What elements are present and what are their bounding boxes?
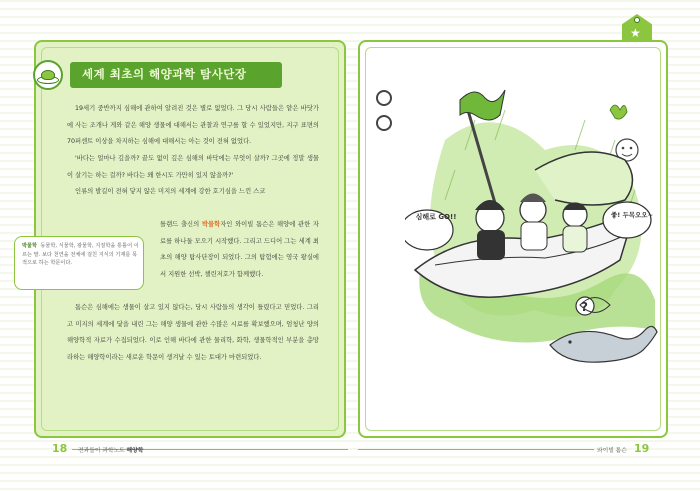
ship-hull <box>41 70 55 80</box>
paragraph-3-post: 자인 와이빌 톰슨은 해양에 관한 자료를 하나둘 모으기 시작했다. 그리고 드디어 그는 세계 최초의 해양 탐사단장이 되었다. 그의 탐험에는 영국 왕실에서 지원한 선박, 챌린저호가 함께했다. <box>160 221 319 278</box>
speech-bubble-right <box>603 202 651 238</box>
binder-ring-bottom <box>376 115 392 131</box>
tab-hole <box>634 17 640 23</box>
paragraph-4: 톰슨은 심해에는 생물이 살고 있지 않다는, 당시 사람들의 생각이 틀렸다고 믿었다. 그리고 미지의 세계에 닻을 내린 그는 해양 생물에 관한 수많은 시료를 확보했으며, 엄청난 양의 해양학적 자료가 수집되었다. 이로 인해 바다에 관한 물리학, 화학, 생물학적인 부분을 총망라하는 해양학이라는 새로운 학문이 생겨날 수 있는 토대가 마련되었다. <box>67 304 319 361</box>
glossary-definition: 동물학, 식물학, 광물학, 지질학을 통틀어 이르는 말. 보다 천연을 전체에 걸친 지식의 기재를 목적으로 하는 학문이다. <box>22 243 139 266</box>
chapter-title: 세계 최초의 해양과학 탐사단장 <box>82 67 247 81</box>
glossary-term: 박물학 <box>22 243 38 249</box>
footer-line-right <box>358 449 594 450</box>
bubble-left-text: 심해로 GO!! <box>415 213 457 221</box>
paragraph-1: 19세기 중반까지 심해에 관하여 알려진 것은 별로 없었다. 그 당시 사람들은 얕은 바닷가에 사는 조개나 게와 같은 해양 생물에 대해서는 관찰과 연구를 할 수 있었지만, 지구 표면의 70퍼센트 이상을 차지하는 심해에 대해서는 아는 것이 전혀 없었다. <box>67 105 319 146</box>
star-icon: ★ <box>630 26 641 40</box>
binder-ring-top <box>376 90 392 106</box>
footer-right-name: 와이빌 톰슨 <box>597 448 627 454</box>
plant <box>610 105 627 119</box>
paragraph-2: '바다는 얼마나 깊을까? 끝도 없이 깊은 심해의 바닥에는 무엇이 살까? 그곳에 정말 생물이 살기는 하는 걸까? 바다는 왜 한시도 가만히 있지 않을까?' <box>67 155 319 179</box>
expedition-illustration <box>405 60 660 390</box>
bubble-right-text: 좋! 두목오오~ <box>610 211 654 219</box>
footer-series-name: 전과들이 과학노트 <box>78 448 125 454</box>
page-number-right: 19 <box>634 442 650 455</box>
characters <box>475 194 587 261</box>
paragraph-3-pre: 틀랜드 출신의 <box>160 221 202 228</box>
page-number-left: 18 <box>52 442 68 455</box>
paragraph-3-start: 인류의 발길이 전혀 닿지 않은 미지의 세계에 강한 호기심을 느낀 스코 <box>75 188 266 195</box>
flag <box>460 90 505 120</box>
paragraph-3-rest <box>160 217 319 283</box>
highlighted-term: 박물학 <box>201 221 221 228</box>
svg-text:?: ? <box>581 300 588 314</box>
footer-series <box>78 445 143 454</box>
ship-badge-icon <box>33 60 63 90</box>
glossary-note <box>22 242 140 268</box>
footer-subject: 해양학 <box>126 448 144 454</box>
